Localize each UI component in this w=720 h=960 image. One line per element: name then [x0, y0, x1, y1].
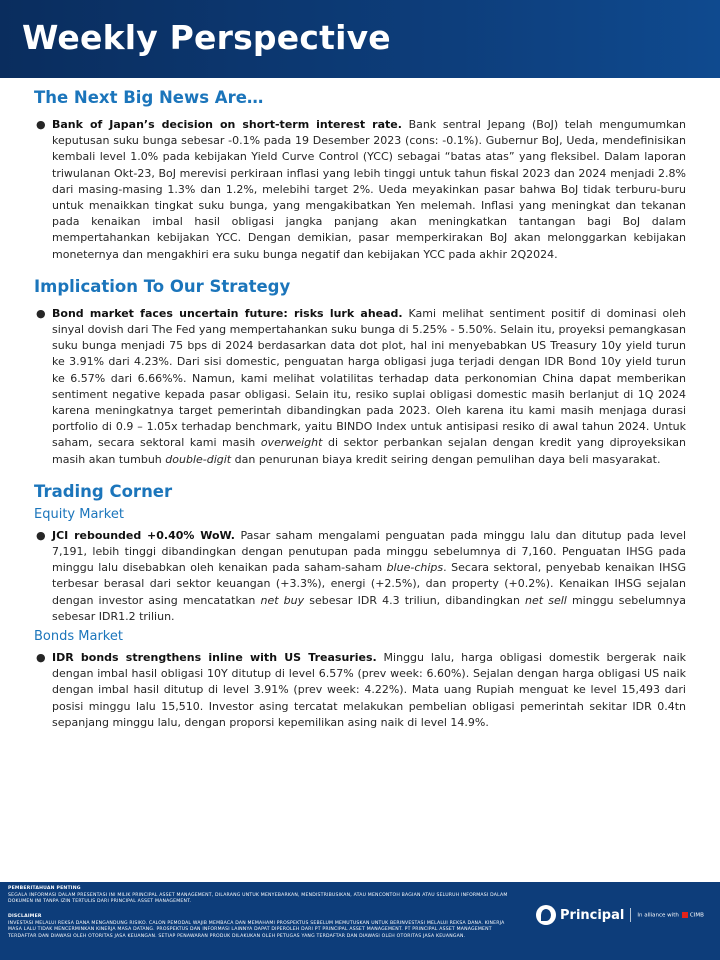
- bullet-text-italic: double-digit: [165, 452, 232, 466]
- logo-name: Principal: [560, 907, 625, 923]
- bullet-lead: IDR bonds strengthens inline with US Treasuries.: [52, 651, 377, 665]
- footer-disclaimer-title: DISCLAIMER: [8, 914, 42, 919]
- bullet-text: . Secara sektoral, penyebab kenaikan IHSG terbesar berasal dari sektor keuangan (+3.3%), energi (+2.5%), dan property (+0.2%). Kenaikan IHSG sejalan dengan investor asing mencatatkan: [52, 561, 686, 607]
- bullet-text-italic: net buy: [260, 593, 305, 607]
- bullet-dot-icon: ●: [36, 528, 46, 542]
- bullet-dot-icon: ●: [36, 651, 46, 665]
- section-title-trading-corner: Trading Corner: [34, 481, 173, 501]
- bullet-text: di sektor perbankan sejalan dengan kredit yang diproyeksikan masih akan tumbuh: [52, 436, 686, 466]
- header-banner: [0, 0, 720, 78]
- cimb-logo-icon: [682, 912, 688, 918]
- bullet-text: sebesar IDR 4.3 triliun, dibandingkan: [304, 593, 526, 607]
- bullet-dot-icon: ●: [36, 306, 46, 320]
- footer-notice-title: PEMBERITAHUAN PENTING: [8, 886, 81, 891]
- bullet-jci: [34, 528, 686, 625]
- bullet-text: Minggu lalu, harga obligasi domestik bergerak naik dengan imbal hasil obligasi 10Y ditutup di level 6.57% (prev week: 6.60%). Sejalan dengan harga obligasi US naik dengan imbal hasil ditutup di level 3.91% (prev week: 4.22%). Mata uang Rupiah menguat ke level 15,493 dari posisi minggu lalu 15,510. Investor asing tercatat melakukan pembelian obligasi pemerintah sekitar IDR 0.4tn sepanjang minggu lalu, dengan proporsi kepemilikan asing naik di level 14.9%.: [52, 651, 686, 729]
- principal-logo: [536, 905, 704, 925]
- footer-notice-text: SEGALA INFORMASI DALAM PRESENTASI INI MILIK PRINCIPAL ASSET MANAGEMENT, DILARANG UNTUK MENYEBARKAN, MENDISTRIBUSIKAN, ATAU MENCONTOH BAGIAN ATAU SELURUH INFORMASI DALAM DOKUMEN INI TANPA IZIN TERTULIS DARI PRINCIPAL ASSET MANAGEMENT.: [8, 892, 508, 905]
- bullet-text-italic: net sell: [525, 593, 567, 607]
- bullet-boj-decision: [34, 117, 686, 263]
- bullet-text-italic: overweight: [260, 436, 323, 450]
- subtitle-bonds-market: Bonds Market: [34, 629, 123, 645]
- bullet-text: Bank sentral Jepang (BoJ) telah mengumumkan keputusan suku bunga sebesar -0.1% pada 19 Desember 2023 (cons: -0.1%). Gubernur BoJ, Ueda, mendefinisikan kembali level 1.0% pada kebijakan Yield Curve Control (YCC) sebagai “batas atas” yang fleksibel. Dalam laporan triwulanan Okt-23, BoJ merevisi perkiraan inflasi yang lebih tinggi untuk tahun fiskal 2023 dan 2024 menjadi 2.8% dari masing-masing 1.3% dan 1.2%, melebihi target 2%. Ueda meyakinkan pasar bahwa BoJ tidak terburu-buru untuk menaikkan tingkat suku bunga, yang mengakibatkan Yen melemah. Inflasi yang meningkat dan tekanan pada kenaikan imbal hasil obligasi jangka panjang akan meningkatkan tantangan bagi BoJ dalam mempertahankan kebijakan YCC. Dengan demikian, pasar memperkirakan BoJ akan melonggarkan kebijakan moneternya dan mengakhiri era suku bunga negatif dan kebijakan YCC pada akhir 2Q2024.: [52, 118, 686, 261]
- footer-disclaimer-text: INVESTASI MELALUI REKSA DANA MENGANDUNG RISIKO. CALON PEMODAL WAJIB MEMBACA DAN MEMAHAMI PROSPEKTUS SEBELUM MEMUTUSKAN UNTUK BERINVESTASI MELALUI REKSA DANA. KINERJA MASA LALU TIDAK MENCERMINKAN KINERJA MASA DATANG. PROSPEKTUS DAN INFORMASI LAINNYA DAPAT DIPEROLEH DARI PT PRINCIPAL ASSET MANAGEMENT. PT PRINCIPAL ASSET MANAGEMENT TERDAFTAR DAN DIAWASI OLEH OTORITAS JASA KEUANGAN. SETIAP PENAWARAN PRODUK DILAKUKAN OLEH PETUGAS YANG TERDAFTAR DAN DIAWASI OLEH OTORITAS JASA KEUANGAN.: [8, 920, 505, 939]
- section-title-next-big-news: The Next Big News Are…: [34, 88, 264, 107]
- bullet-text: Pasar saham mengalami penguatan pada minggu lalu dan ditutup pada level 7,191, lebih tinggi dibandingkan dengan penutupan pada minggu sebelumnya di 7,160. Penguatan IHSG pada minggu lalu disebabkan oleh kenaikan pada saham-saham: [52, 528, 686, 575]
- footer-notice: [8, 886, 508, 906]
- bullet-text: Kami melihat sentiment positif di dominasi oleh sinyal dovish dari The Fed yang mempertahankan suku bunga di 5.25% - 5.50%. Selain itu, proyeksi pemangkasan suku bunga menjadi 75 bps di 2024 berdasarkan data dot plot, hal ini menyebabkan US Treasury 10y yield turun ke 3.91% dari 4.23%. Dari sisi domestic, penguatan harga obligasi juga terjadi dengan IDR Bond 10y yield turun ke 6.57% dari 6.66%%. Namun, kami melihat volatilitas terhadap data perkonomian China dapat memberikan sentiment negative kepada pasar obligasi. Selain itu, resiko suplai obligasi domestic masih berlanjut di 1Q 2024 karena meningkatnya target pemerintah dibandingkan pada 2023. Oleh karena itu kami masih menjaga durasi portfolio di 0.9 – 1.05x terhadap benchmark, yaitu BINDO Index untuk antisipasi resiko di awal tahun 2024. Untuk saham, secara sektoral kami masih: [52, 306, 686, 450]
- page-title: Weekly Perspective: [22, 18, 391, 57]
- bullet-text: minggu sebelumnya sebesar IDR1.2 triliun.: [52, 593, 686, 623]
- bullet-lead: Bank of Japan’s decision on short-term interest rate.: [52, 118, 402, 131]
- footer-disclaimer: [8, 914, 508, 940]
- bullet-text-italic: blue-chips: [386, 561, 444, 575]
- bullet-lead: JCI rebounded +0.40% WoW.: [52, 528, 235, 542]
- alliance-text: [637, 912, 703, 919]
- bullet-bond-market: [34, 306, 686, 468]
- subtitle-equity-market: Equity Market: [34, 506, 124, 522]
- bullet-idr-bonds: [34, 650, 686, 731]
- main-content: [34, 88, 686, 731]
- bullet-dot-icon: ●: [36, 118, 46, 131]
- bullet-lead: Bond market faces uncertain future: risks lurk ahead.: [52, 306, 403, 320]
- section-title-implication: Implication To Our Strategy: [34, 276, 291, 296]
- logo-divider: [630, 908, 631, 922]
- cimb-label: CIMB: [689, 912, 704, 919]
- bullet-text: dan penurunan biaya kredit seiring dengan pemulihan daya beli masyarakat.: [231, 452, 661, 466]
- alliance-label: In alliance with: [637, 912, 679, 919]
- principal-logo-icon: [536, 905, 556, 925]
